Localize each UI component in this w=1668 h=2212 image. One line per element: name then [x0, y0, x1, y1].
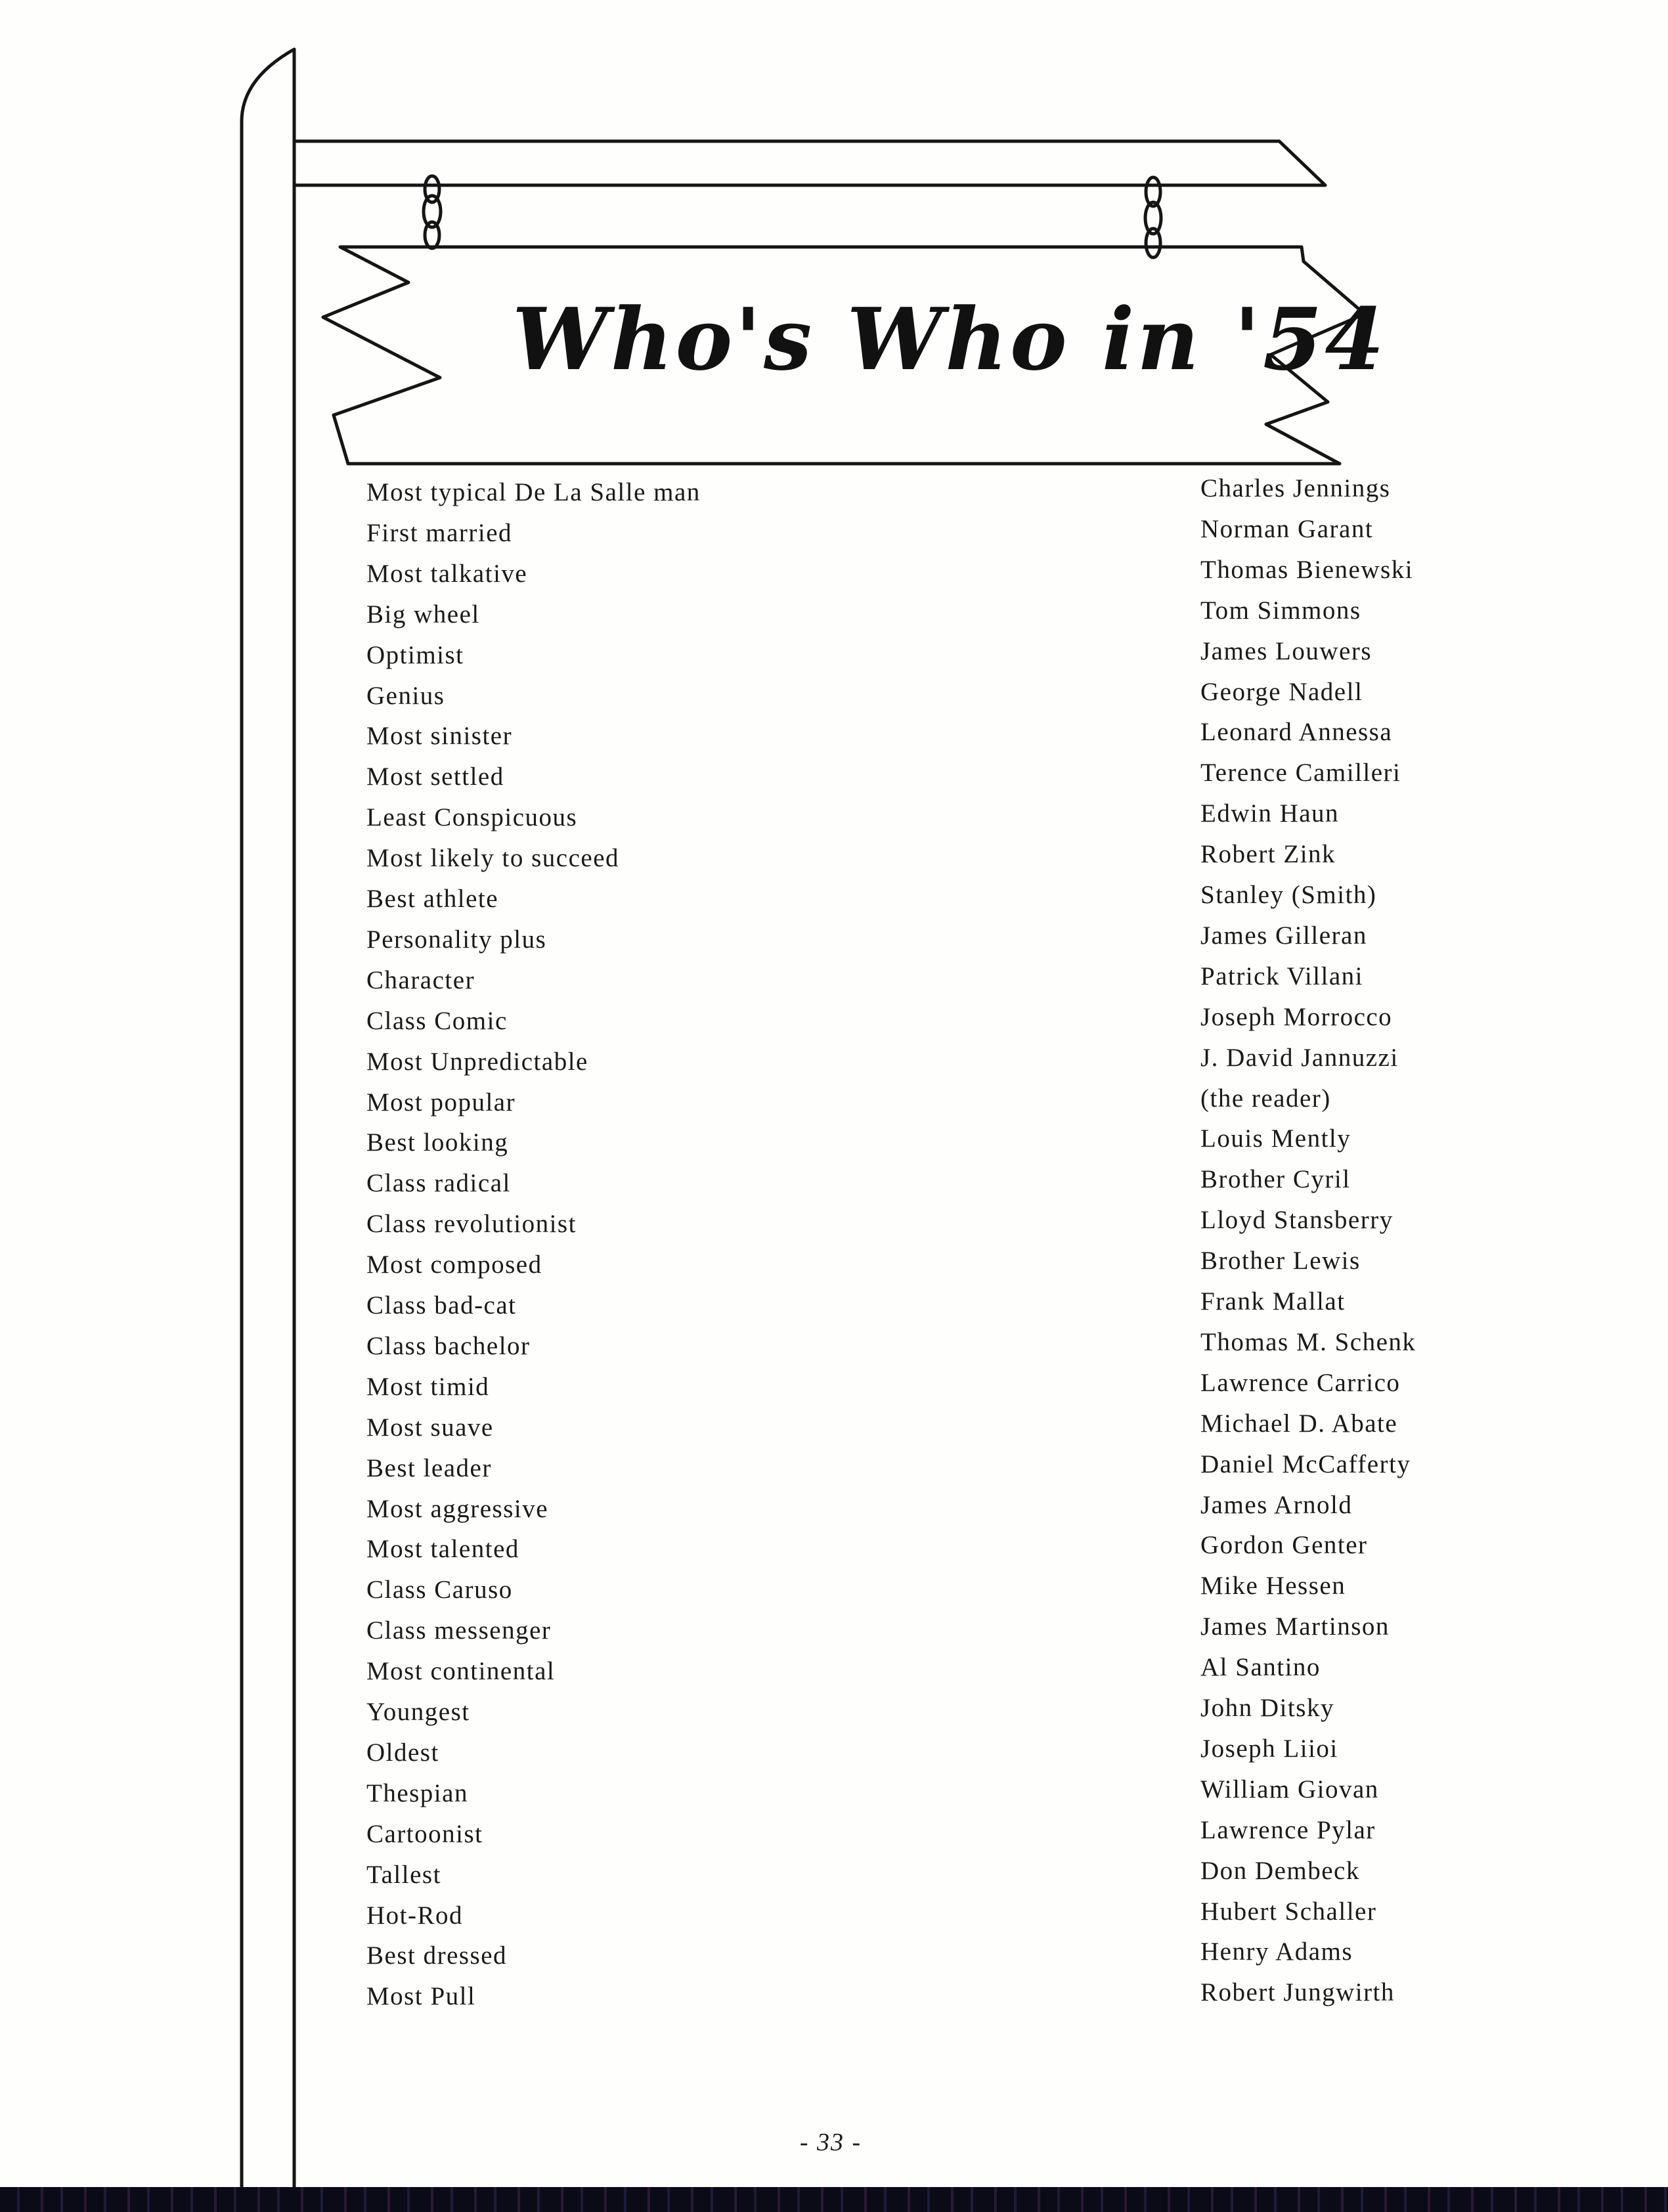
- awardee-name: Charles Jennings: [1200, 474, 1391, 502]
- awardee-name: Gordon Genter: [1200, 1531, 1368, 1559]
- award-title: Oldest: [366, 1738, 439, 1767]
- awardee-name: Edwin Haun: [1200, 799, 1340, 828]
- signpost-pole: [242, 49, 294, 2187]
- award-title: Most composed: [366, 1250, 542, 1279]
- award-title: Best leader: [366, 1454, 492, 1482]
- award-title: Optimist: [366, 641, 464, 669]
- awardee-name: Leonard Annessa: [1200, 718, 1393, 746]
- award-title: Personality plus: [366, 925, 547, 954]
- awardee-name: James Arnold: [1200, 1491, 1353, 1519]
- awardee-name: Don Dembeck: [1200, 1857, 1360, 1885]
- award-title: Class Caruso: [366, 1576, 513, 1604]
- award-title: Most aggressive: [366, 1495, 549, 1523]
- award-title: Tallest: [366, 1861, 441, 1889]
- awardee-name: (the reader): [1200, 1084, 1331, 1113]
- awardee-name: Robert Zink: [1200, 840, 1336, 868]
- awardee-name: Joseph Liioi: [1200, 1735, 1338, 1763]
- award-title: Class Comic: [366, 1007, 508, 1035]
- awardee-name: Lawrence Pylar: [1200, 1816, 1376, 1844]
- awardee-name: James Louwers: [1200, 637, 1372, 665]
- award-title: Class revolutionist: [366, 1210, 577, 1238]
- page-number: - 33 -: [799, 2129, 862, 2156]
- awardee-name: Norman Garant: [1200, 515, 1374, 543]
- award-title: Most settled: [366, 763, 504, 791]
- awardee-name: Daniel McCafferty: [1200, 1450, 1411, 1478]
- award-title: Most Unpredictable: [366, 1048, 588, 1076]
- awardee-name: Patrick Villani: [1200, 962, 1363, 990]
- award-title: Cartoonist: [366, 1820, 483, 1848]
- awardee-name: Lawrence Carrico: [1200, 1369, 1401, 1397]
- award-title: Big wheel: [366, 600, 480, 629]
- awardee-name: Thomas Bienewski: [1200, 556, 1414, 584]
- awardee-name: Robert Jungwirth: [1200, 1978, 1395, 2006]
- awardee-name: George Nadell: [1200, 678, 1363, 706]
- award-title: Least Conspicuous: [366, 803, 578, 831]
- award-title: Thespian: [366, 1779, 468, 1807]
- awardee-name: Brother Lewis: [1200, 1247, 1361, 1275]
- award-title: Most talkative: [366, 560, 528, 588]
- awardee-name: Mike Hessen: [1200, 1572, 1346, 1600]
- award-title: Most typical De La Salle man: [366, 478, 701, 506]
- signpost-crossbar: [294, 141, 1325, 185]
- awardee-name: Frank Mallat: [1200, 1287, 1346, 1316]
- award-title: Class bad-cat: [366, 1291, 517, 1319]
- awardee-name: Stanley (Smith): [1200, 881, 1377, 909]
- awardee-name: Lloyd Stansberry: [1200, 1206, 1394, 1234]
- award-title: Most Pull: [366, 1982, 476, 2010]
- awardee-name: James Martinson: [1200, 1612, 1390, 1641]
- awardee-name: Tom Simmons: [1200, 596, 1361, 625]
- award-title: Class bachelor: [366, 1332, 531, 1360]
- awardee-name: Thomas M. Schenk: [1200, 1328, 1416, 1356]
- award-title: Character: [366, 966, 475, 994]
- award-title: Youngest: [366, 1698, 470, 1726]
- awardee-name: Brother Cyril: [1200, 1165, 1351, 1193]
- award-title: Hot-Rod: [366, 1901, 463, 1930]
- award-title: Most continental: [366, 1657, 556, 1685]
- award-title: Class radical: [366, 1169, 511, 1197]
- award-title: Best looking: [366, 1128, 509, 1157]
- page-title: Who's Who in '54: [512, 289, 1387, 389]
- award-title: First married: [366, 519, 513, 547]
- awardee-name: J. David Jannuzzi: [1200, 1044, 1399, 1072]
- award-title: Most timid: [366, 1373, 490, 1401]
- award-title: Most suave: [366, 1413, 494, 1442]
- awardee-name: Terence Camilleri: [1200, 759, 1401, 787]
- award-title: Most sinister: [366, 722, 513, 750]
- awardee-name: Hubert Schaller: [1200, 1897, 1377, 1926]
- scan-edge-strip: [0, 2187, 1668, 2212]
- award-title: Best athlete: [366, 885, 499, 913]
- award-title: Most talented: [366, 1535, 519, 1563]
- awardee-name: Joseph Morrocco: [1200, 1003, 1393, 1031]
- award-title: Genius: [366, 682, 445, 710]
- awardee-name: Al Santino: [1200, 1653, 1321, 1681]
- award-title: Most likely to succeed: [366, 844, 620, 872]
- awardee-name: Michael D. Abate: [1200, 1409, 1398, 1438]
- awardee-name: Louis Mently: [1200, 1124, 1351, 1153]
- award-title: Most popular: [366, 1088, 516, 1117]
- awardee-name: James Gilleran: [1200, 921, 1367, 950]
- award-title: Best dressed: [366, 1941, 508, 1970]
- awardee-name: John Ditsky: [1200, 1694, 1334, 1722]
- awardee-name: William Giovan: [1200, 1775, 1379, 1803]
- award-title: Class messenger: [366, 1616, 552, 1645]
- awardee-name: Henry Adams: [1200, 1937, 1353, 1966]
